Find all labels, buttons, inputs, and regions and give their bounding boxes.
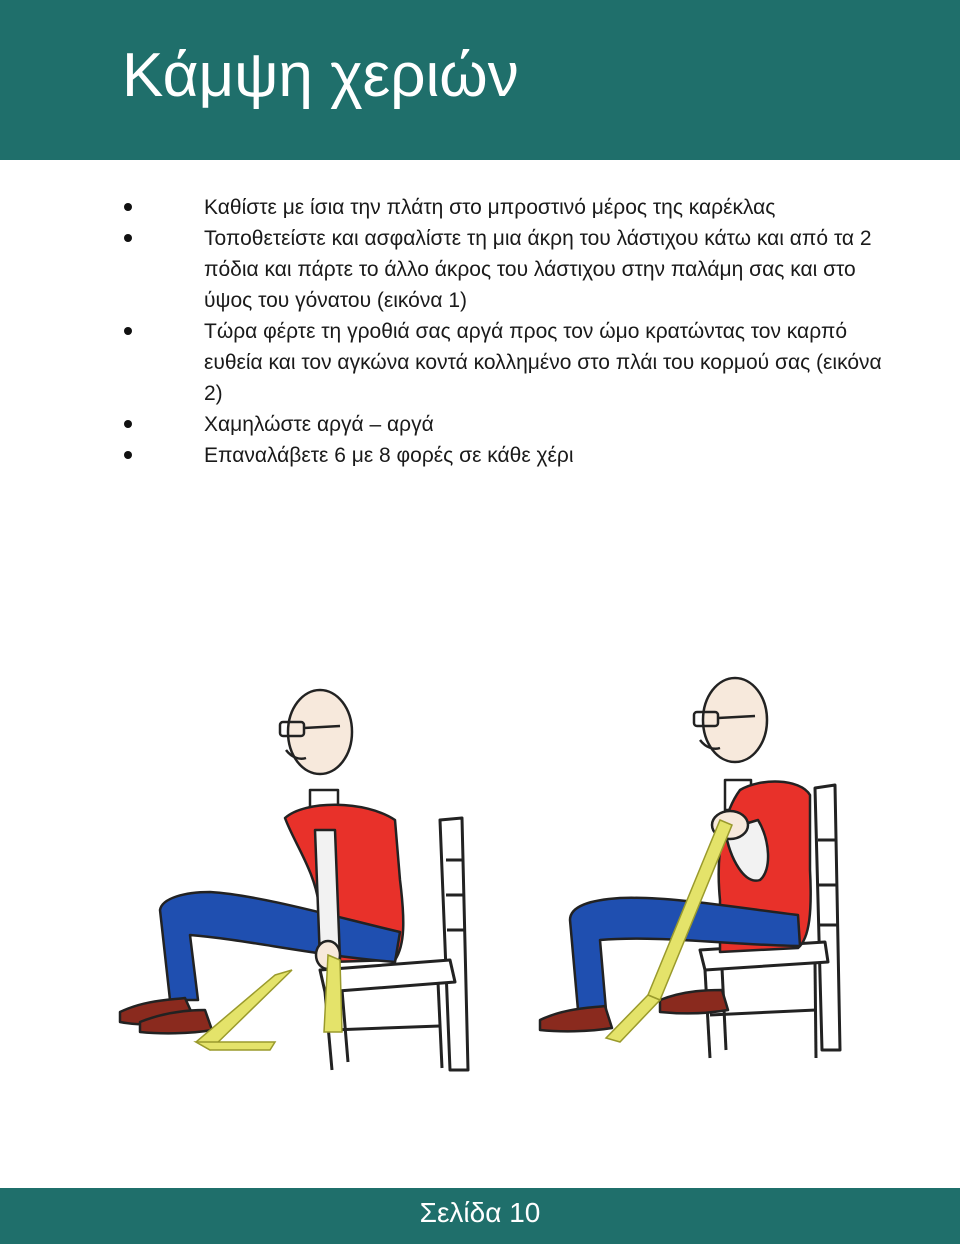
list-item bbox=[118, 440, 898, 471]
page-title: Κάμψη χεριών bbox=[122, 41, 519, 110]
instruction-text: Επαναλάβετε 6 με 8 φορές σε κάθε χέρι bbox=[204, 444, 574, 467]
bullet-icon bbox=[124, 203, 132, 211]
bullet-icon bbox=[124, 451, 132, 459]
figure-1-start-position bbox=[120, 690, 468, 1070]
exercise-illustration bbox=[110, 670, 850, 1080]
instruction-text: Τοποθετείστε και ασφαλίστε τη μια άκρη του λάστιχου κάτω και από τα 2 πόδια και πάρτε το άλλο άκρος του λάστιχου στην παλάμη σας και στο ύψος του γόνατου (εικόνα 1) bbox=[204, 227, 872, 312]
bullet-icon bbox=[124, 234, 132, 242]
person-icon bbox=[540, 678, 811, 1031]
list-item bbox=[118, 409, 898, 440]
bullet-icon bbox=[124, 327, 132, 335]
list-item bbox=[118, 316, 898, 409]
instruction-text: Τώρα φέρτε τη γροθιά σας αργά προς τον ώμο κρατώντας τον καρπό ευθεία και τον αγκώνα κοντά κολλημένο στο πλάι του κορμού σας (εικόνα 2) bbox=[204, 320, 882, 405]
bullet-icon bbox=[124, 420, 132, 428]
instruction-text: Χαμηλώστε αργά – αργά bbox=[204, 413, 434, 436]
figure-2-curl-position bbox=[540, 678, 840, 1058]
header-bar bbox=[0, 0, 960, 160]
footer-bar bbox=[0, 1188, 960, 1244]
list-item bbox=[118, 192, 898, 223]
list-item bbox=[118, 223, 898, 316]
instruction-text: Καθίστε με ίσια την πλάτη στο μπροστινό μέρος της καρέκλας bbox=[204, 196, 776, 219]
instruction-list bbox=[118, 192, 898, 471]
page-number: Σελίδα 10 bbox=[419, 1197, 541, 1228]
